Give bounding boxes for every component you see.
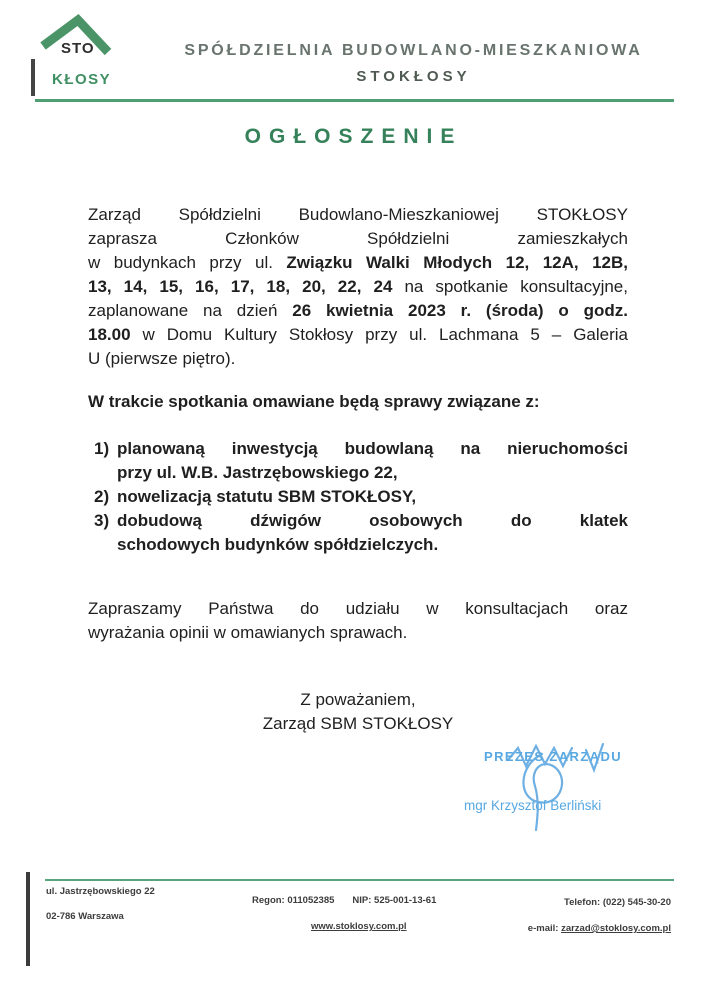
paragraph-line: wyrażania opinii w omawianych sprawach. bbox=[88, 623, 408, 642]
organization-name-line2: STOKŁOSY bbox=[356, 68, 471, 85]
organization-name-line1: SPÓŁDZIELNIA BUDOWLANO-MIESZKANIOWA bbox=[184, 42, 643, 59]
list-item-number: 2) bbox=[94, 487, 110, 506]
street-addresses-bold: Związku Walki Młodych 12, 12A, 12B, bbox=[286, 253, 628, 272]
email-link[interactable]: zarzad@stoklosy.com.pl bbox=[561, 923, 671, 934]
nip-value: NIP: 525-001-13-61 bbox=[352, 895, 437, 906]
paragraph-line: U (pierwsze piętro). bbox=[88, 349, 236, 368]
footer-street: ul. Jastrzębowskiego 22 bbox=[46, 886, 155, 897]
scan-edge-artifact-top bbox=[31, 59, 35, 96]
list-item: 3) dobudową dźwigów osobowych do klatek schodowych budynków spółdzielczych. bbox=[94, 511, 628, 554]
logo-text-top: STO bbox=[61, 40, 95, 57]
list-item: 2) nowelizacją statutu SBM STOKŁOSY, bbox=[88, 485, 628, 509]
signoff bbox=[88, 688, 628, 736]
organization-name bbox=[145, 42, 682, 85]
document-title: OGŁOSZENIE bbox=[244, 125, 463, 148]
agenda-heading: W trakcie spotkania omawiane będą sprawy związane z: bbox=[88, 392, 540, 411]
list-item-number: 3) bbox=[94, 511, 110, 530]
stamp-role-text: PREZES ZARZĄDU bbox=[484, 749, 623, 764]
stamp-name-text: mgr Krzysztof Berliński bbox=[464, 798, 602, 813]
meeting-time-bold: 18.00 bbox=[88, 325, 131, 344]
regon-value: Regon: 011052385 bbox=[252, 895, 335, 906]
meeting-date-bold: 26 kwietnia 2023 r. (środa) o godz. bbox=[292, 301, 628, 320]
paragraph-line: 13, 14, 15, 16, 17, 18, 20, 22, 24 na spotkanie konsultacyjne, bbox=[88, 277, 628, 296]
cooperative-logo bbox=[36, 10, 161, 100]
signoff-board: Zarząd SBM STOKŁOSY bbox=[262, 714, 454, 733]
footer-regon-nip bbox=[252, 895, 436, 906]
footer-email bbox=[528, 923, 671, 934]
logo-text-bottom: KŁOSY bbox=[52, 71, 112, 88]
paragraph-invitation bbox=[88, 203, 628, 371]
paragraph-closing-invite bbox=[88, 597, 628, 645]
paragraph-line: Zarząd Spółdzielni Budowlano-Mieszkaniowej STOKŁOSY bbox=[88, 205, 628, 224]
handwritten-signature bbox=[490, 736, 620, 836]
signoff-regards: Z poważaniem, bbox=[300, 690, 416, 709]
paragraph-line: Zapraszamy Państwa do udziału w konsultacjach oraz bbox=[88, 599, 628, 618]
street-addresses-bold: 13, 14, 15, 16, 17, 18, 20, 22, 24 bbox=[88, 277, 393, 296]
agenda-list bbox=[88, 437, 628, 557]
paragraph-line: 18.00 w Domu Kultury Stokłosy przy ul. Lachmana 5 – Galeria bbox=[88, 325, 628, 344]
document-body bbox=[88, 203, 628, 736]
footer-divider bbox=[45, 879, 674, 881]
list-item: 1) planowaną inwestycją budowlaną na nieruchomości przy ul. W.B. Jastrzębowskiego 22, bbox=[94, 439, 628, 482]
list-item-number: 1) bbox=[94, 439, 110, 458]
scan-edge-artifact-bottom bbox=[26, 872, 30, 966]
roof-icon bbox=[36, 10, 161, 70]
header-divider bbox=[35, 99, 674, 102]
footer-city: 02-786 Warszawa bbox=[46, 911, 124, 922]
paragraph-line: zaplanowane na dzień 26 kwietnia 2023 r. (środa) o godz. bbox=[88, 301, 628, 320]
website-link[interactable]: www.stoklosy.com.pl bbox=[311, 921, 407, 932]
email-label: e-mail: bbox=[527, 923, 559, 934]
footer-phone: Telefon: (022) 545-30-20 bbox=[563, 897, 671, 908]
paragraph-line: w budynkach przy ul. Związku Walki Młodych 12, 12A, 12B, bbox=[88, 253, 628, 272]
paragraph-line: zaprasza Członków Spółdzielni zamieszkałych bbox=[88, 229, 628, 248]
